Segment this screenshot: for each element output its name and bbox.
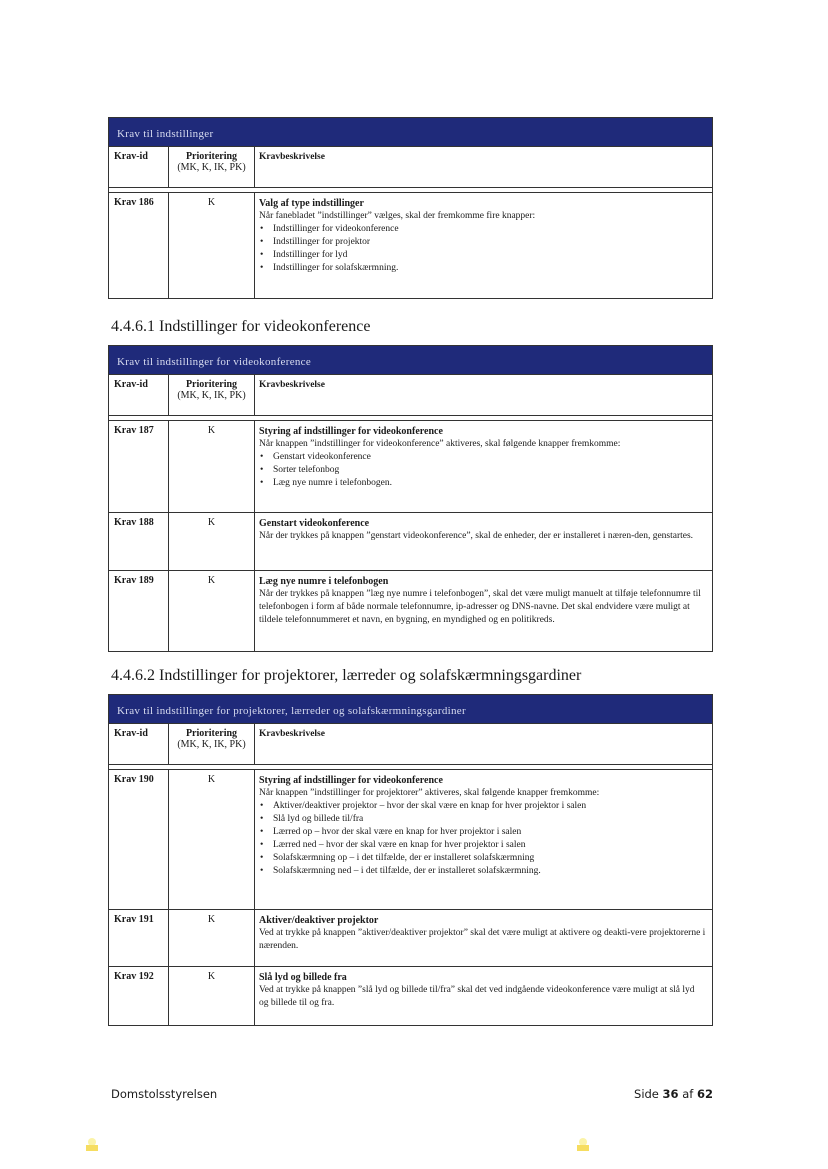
table-header: Krav til indstillinger — [109, 118, 712, 146]
requirement-description — [255, 513, 712, 570]
column-header-description: Kravbeskrivelse — [259, 380, 325, 390]
column-header-id: Krav-id — [114, 151, 148, 162]
table-row — [109, 909, 712, 966]
requirement-description — [255, 967, 712, 1025]
requirements-table-projectors — [108, 694, 713, 1026]
list-item: • Lærred op – hvor der skal være en knap for hver projektor i salen — [273, 826, 706, 839]
list-item: • Solafskærmning ned – i det tilfælde, der er installeret solafskærmning. — [273, 865, 706, 878]
requirement-text: Når der trykkes på knappen ”genstart videokonference”, skal de enheder, der er installeret i næren-den, genstartes. — [259, 531, 694, 541]
requirement-bullets — [259, 451, 706, 490]
requirement-description — [255, 421, 712, 512]
requirement-priority: K — [168, 770, 255, 909]
table-header: Krav til indstillinger for projektorer, lærreder og solafskærmningsgardiner — [109, 695, 712, 723]
requirement-title: Styring af indstillinger for videokonference — [259, 775, 443, 786]
requirement-id: Krav 188 — [114, 517, 154, 528]
table-column-headers — [109, 146, 712, 187]
section-heading: 4.4.6.1 Indstillinger for videokonference — [111, 318, 371, 335]
requirement-title: Styring af indstillinger for videokonference — [259, 426, 443, 437]
requirement-title: Aktiver/deaktiver projektor — [259, 915, 379, 926]
list-item: • Sorter telefonbog — [273, 464, 706, 477]
requirement-priority: K — [168, 421, 255, 512]
page-current: 36 — [662, 1087, 679, 1101]
list-item: • Læg nye numre i telefonbogen. — [273, 477, 706, 490]
requirements-table-videoconference — [108, 345, 713, 652]
requirement-priority: K — [168, 193, 255, 298]
requirement-description — [255, 571, 712, 651]
requirement-title: Slå lyd og billede fra — [259, 972, 347, 983]
requirement-id: Krav 190 — [114, 774, 154, 785]
list-item: • Lærred ned – hvor der skal være en knap for hver projektor i salen — [273, 839, 706, 852]
table-row — [109, 192, 712, 298]
requirement-text: Når knappen ”indstillinger for projektorer” aktiveres, skal følgende knapper fremkomme: — [259, 788, 600, 798]
requirement-text: Når der trykkes på knappen ”læg nye numre i telefonbogen”, skal det være muligt manuelt at tilføje telefonnumre til telefonbogen i form af både normale telefonnumre, ip-adresser og DNS-navne. Det skal endvidere være muligt at tildele telefonnummeret et navn, en bygning, en myndighed og en politikreds. — [259, 589, 701, 625]
table-row — [109, 966, 712, 1025]
requirement-description — [255, 193, 712, 298]
requirement-id: Krav 191 — [114, 914, 154, 925]
priority-label: Prioritering — [185, 151, 238, 162]
table-column-headers — [109, 374, 712, 415]
column-header-id: Krav-id — [114, 379, 148, 390]
page-mid: af — [682, 1087, 694, 1101]
column-header-description: Kravbeskrivelse — [259, 152, 325, 162]
requirement-text: Ved at trykke på knappen ”aktiver/deaktiver projektor” skal det være muligt at aktivere og deakti-vere projektorerne i nærenden. — [259, 928, 706, 951]
requirement-priority: K — [168, 967, 255, 1025]
requirement-id: Krav 189 — [114, 575, 154, 586]
requirement-text: Når fanebladet ”indstillinger” vælges, skal der fremkomme fire knapper: — [259, 211, 536, 221]
list-item: • Aktiver/deaktiver projektor – hvor der skal være en knap for hver projektor i salen — [273, 800, 706, 813]
requirement-id: Krav 187 — [114, 425, 154, 436]
requirement-text: Ved at trykke på knappen ”slå lyd og billede til/fra” skal det ved indgående videokonference være muligt at slå lyd og billede til og fra. — [259, 985, 695, 1008]
list-item: • Indstillinger for solafskærmning. — [273, 262, 706, 275]
page-prefix: Side — [634, 1087, 659, 1101]
list-item: • Indstillinger for projektor — [273, 236, 706, 249]
requirement-title: Genstart videokonference — [259, 518, 370, 529]
column-header-description: Kravbeskrivelse — [259, 729, 325, 739]
priority-sublabel: (MK, K, IK, PK) — [177, 162, 246, 173]
table-row — [109, 570, 712, 651]
priority-label: Prioritering — [185, 379, 238, 390]
table-row — [109, 769, 712, 909]
priority-label: Prioritering — [185, 728, 238, 739]
section-heading: 4.4.6.2 Indstillinger for projektorer, lærreder og solafskærmningsgardiner — [111, 667, 582, 684]
list-item: • Indstillinger for lyd — [273, 249, 706, 262]
requirement-id: Krav 192 — [114, 971, 154, 982]
requirement-title: Valg af type indstillinger — [259, 198, 364, 209]
requirement-description — [255, 910, 712, 966]
page-total: 62 — [696, 1087, 713, 1101]
requirement-bullets — [259, 223, 706, 275]
requirement-title: Læg nye numre i telefonbogen — [259, 576, 389, 587]
list-item: • Indstillinger for videokonference — [273, 223, 706, 236]
footer-organization: Domstolsstyrelsen — [111, 1087, 218, 1101]
column-header-priority — [168, 147, 255, 187]
priority-sublabel: (MK, K, IK, PK) — [177, 739, 246, 750]
column-header-priority — [168, 375, 255, 415]
table-row — [109, 420, 712, 512]
requirement-text: Når knappen ”indstillinger for videokonference” aktiveres, skal følgende knapper fremkomme: — [259, 439, 621, 449]
column-header-id: Krav-id — [114, 728, 148, 739]
footer-page-number — [634, 1087, 713, 1101]
requirement-priority: K — [168, 571, 255, 651]
requirements-table-settings — [108, 117, 713, 299]
list-item: • Genstart videokonference — [273, 451, 706, 464]
highlight-marker-icon — [577, 1138, 589, 1152]
requirement-description — [255, 770, 712, 909]
list-item: • Slå lyd og billede til/fra — [273, 813, 706, 826]
table-row — [109, 512, 712, 570]
requirement-id: Krav 186 — [114, 197, 154, 208]
requirement-bullets — [259, 800, 706, 878]
requirement-priority: K — [168, 910, 255, 966]
column-header-priority — [168, 724, 255, 764]
highlight-marker-icon — [86, 1138, 98, 1152]
priority-sublabel: (MK, K, IK, PK) — [177, 390, 246, 401]
table-header: Krav til indstillinger for videokonference — [109, 346, 712, 374]
list-item: • Solafskærmning op – i det tilfælde, der er installeret solafskærmning — [273, 852, 706, 865]
requirement-priority: K — [168, 513, 255, 570]
table-column-headers — [109, 723, 712, 764]
